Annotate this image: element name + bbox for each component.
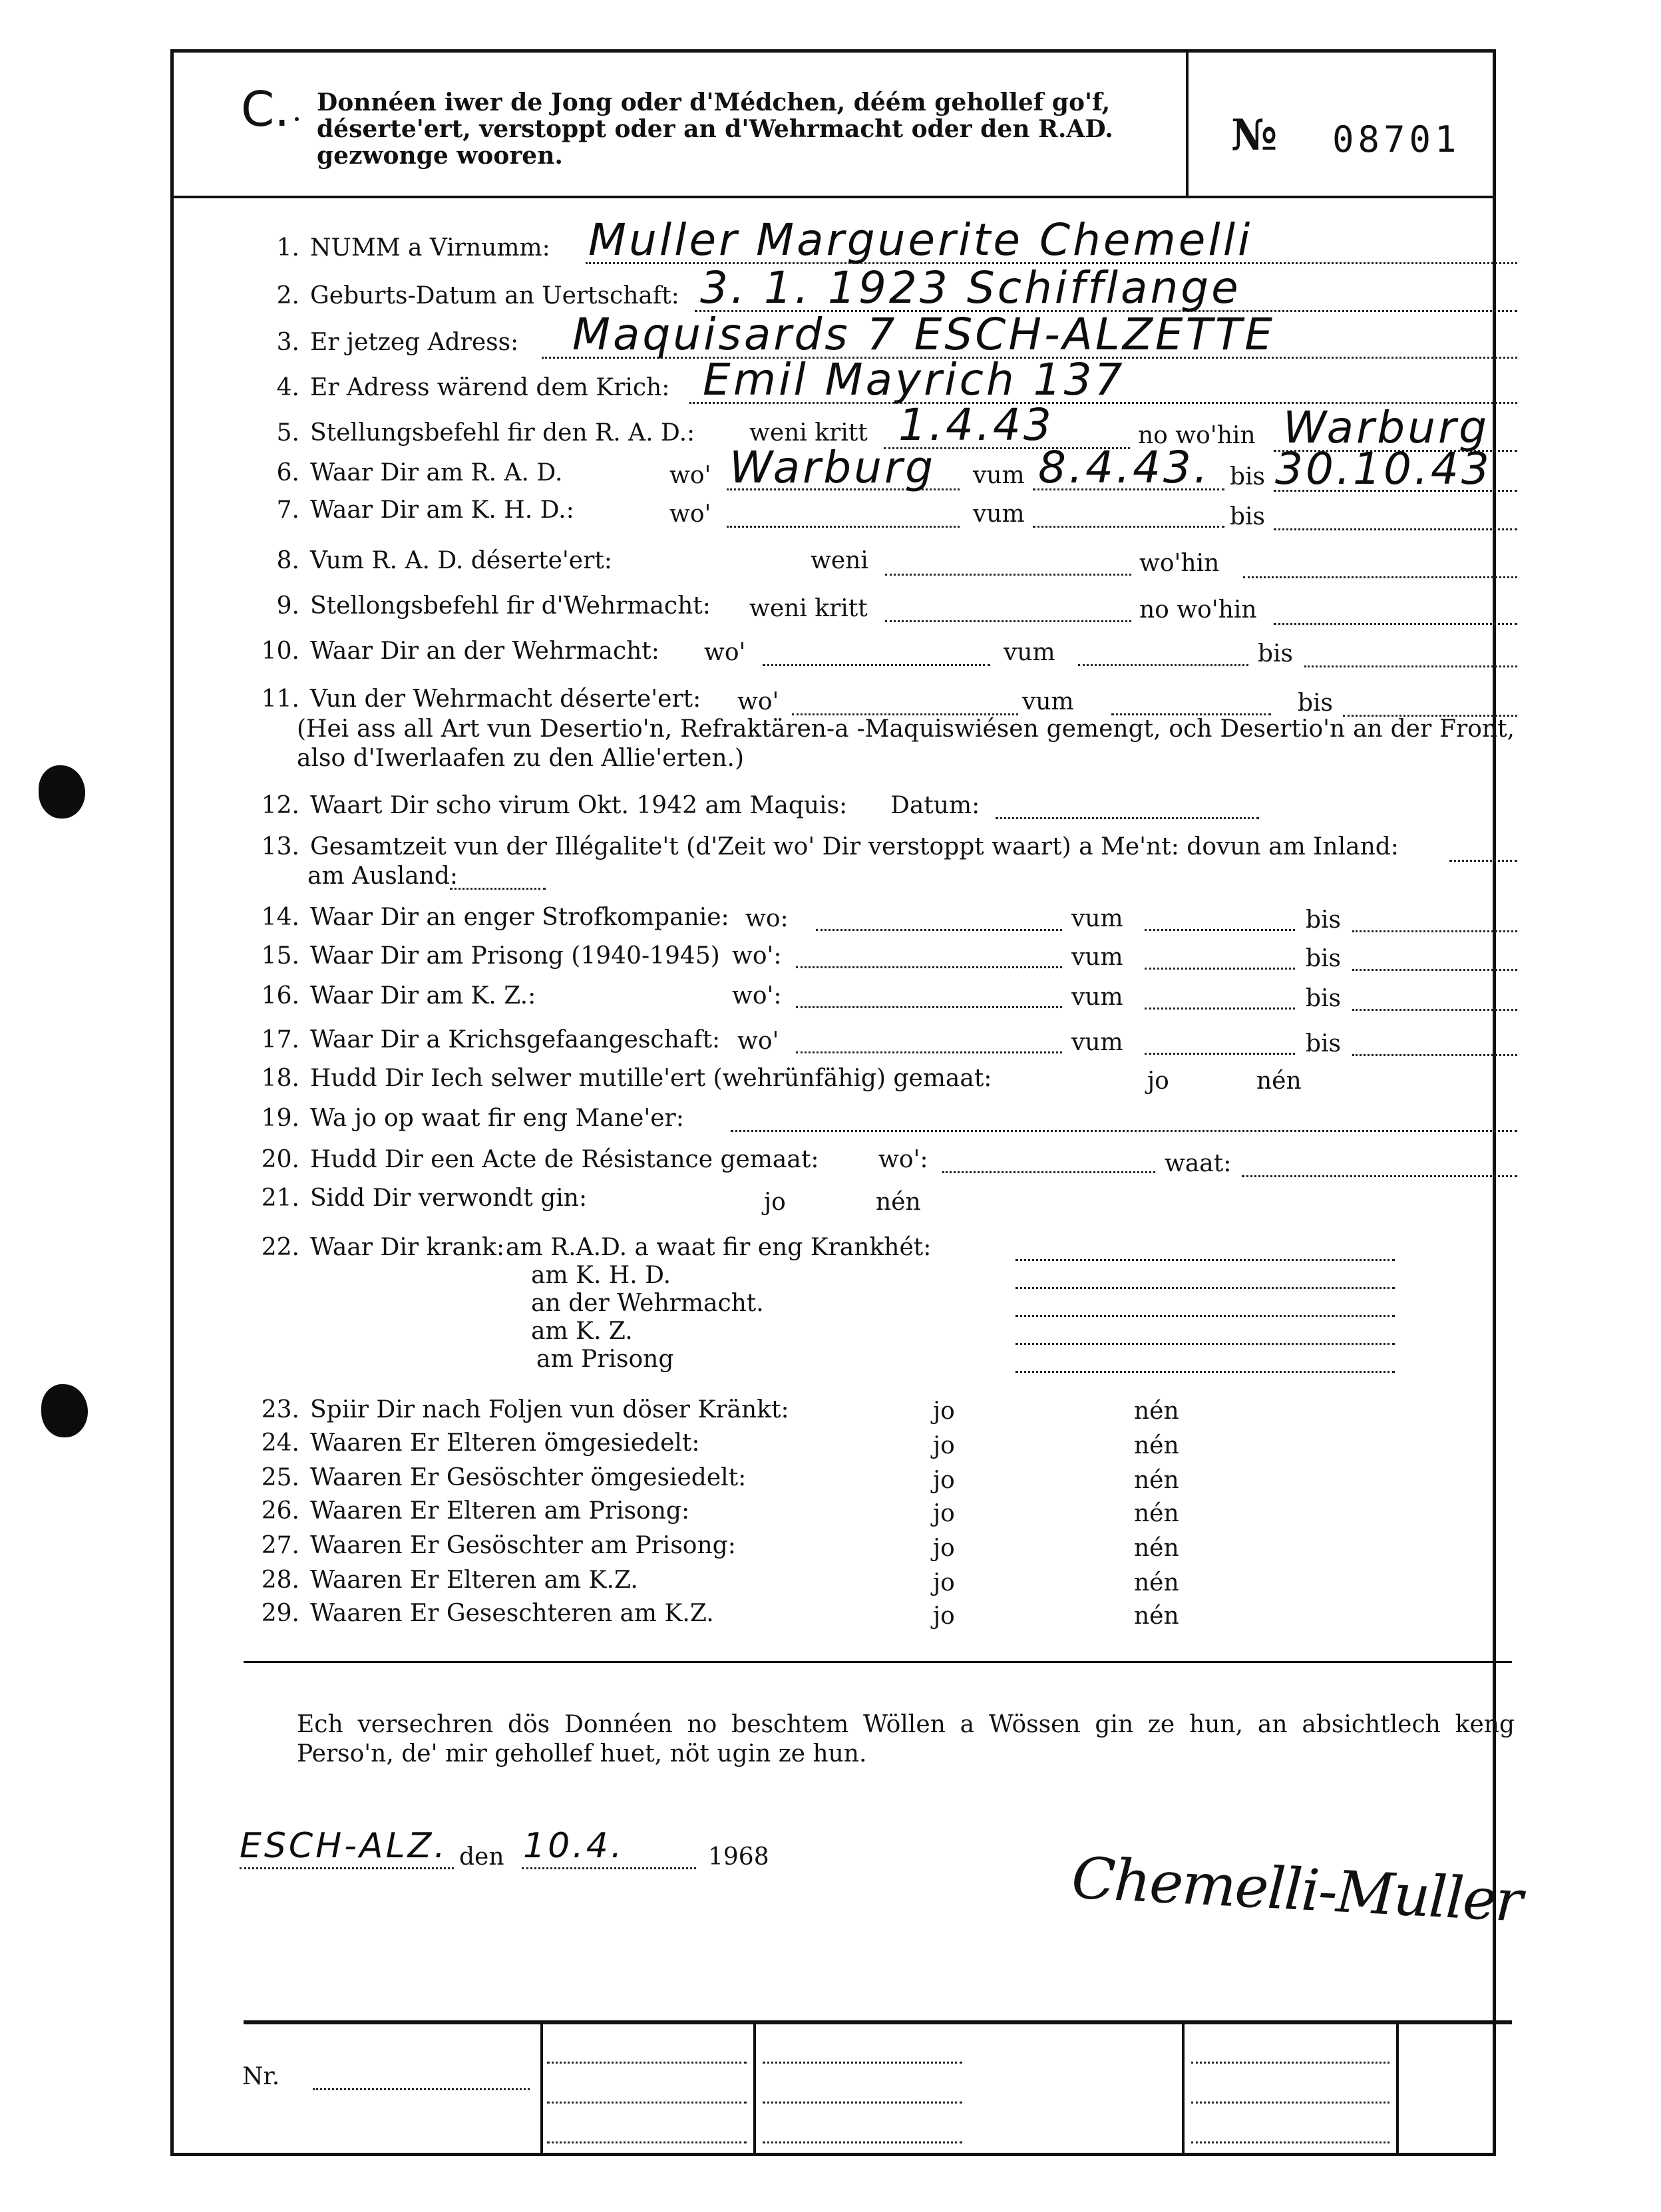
field-29-label: Waaren Er Geseschteren am K.Z. bbox=[310, 1600, 714, 1627]
field-8-wohin-line bbox=[1243, 576, 1517, 578]
field-16-label: Waar Dir am K. Z.: bbox=[310, 982, 536, 1010]
field-25-nen: nén bbox=[1134, 1467, 1179, 1494]
field-23-row: 23. Spiir Dir nach Foljen vun döser Kränkt: bbox=[261, 1396, 789, 1423]
field-27-row: 27. Waaren Er Gesöschter am Prisong: bbox=[261, 1532, 736, 1559]
field-13-inland-line bbox=[1449, 860, 1517, 862]
field-7-row: 7. Waar Dir am K. H. D.: bbox=[276, 496, 574, 524]
field-4-row: 4. Er Adress wärend dem Krich: bbox=[276, 374, 670, 401]
field-24-nen: nén bbox=[1134, 1432, 1179, 1459]
field-20-wo-line bbox=[942, 1171, 1155, 1173]
field-15-label: Waar Dir am Prisong (1940-1945) bbox=[310, 942, 720, 970]
field-10-vum: vum bbox=[1004, 639, 1055, 666]
field-14-wo-line bbox=[816, 929, 1062, 931]
field-19-row: 19. Wa jo op waat fir eng Mane'er: bbox=[261, 1105, 684, 1132]
field-15-vum-line bbox=[1145, 968, 1295, 970]
field-12-line bbox=[996, 817, 1259, 819]
footer-cell-line-9 bbox=[1191, 2141, 1389, 2143]
field-22-item-rad: am R.A.D. a waat fir eng Krankhét: bbox=[506, 1234, 932, 1261]
field-20-wo: wo': bbox=[878, 1146, 928, 1173]
field-1-row: 1. NUMM a Virnumm: bbox=[276, 234, 550, 262]
field-21-label: Sidd Dir verwondt gin: bbox=[310, 1185, 588, 1212]
field-28-nen: nén bbox=[1134, 1569, 1179, 1596]
field-14-bis: bis bbox=[1306, 906, 1342, 934]
form-title: Donnéen iwer de Jong oder d'Médchen, déém gehollef go'f, déserte'ert, verstoppt oder an d'Wehrmacht oder den R.AD. gezwonge wooren. bbox=[317, 89, 1113, 170]
signing-year: 1968 bbox=[708, 1843, 769, 1871]
field-3-value: Maquisards 7 ESCH-ALZETTE bbox=[572, 309, 1275, 360]
field-24-row: 24. Waaren Er Elteren ömgesiedelt: bbox=[261, 1429, 700, 1457]
field-23-label: Spiir Dir nach Foljen vun döser Kränkt: bbox=[310, 1396, 789, 1423]
field-20-waat-line bbox=[1242, 1175, 1517, 1177]
field-26-nen: nén bbox=[1134, 1500, 1179, 1527]
header-divider bbox=[1186, 49, 1189, 197]
footer-cell-line-4 bbox=[763, 2062, 962, 2064]
section-separator bbox=[244, 1661, 1512, 1663]
field-2-row: 2. Geburts-Datum an Uertschaft: bbox=[276, 282, 679, 309]
footer-cell-line-2 bbox=[547, 2102, 747, 2104]
field-22-line-3 bbox=[1015, 1315, 1395, 1317]
field-3-label: Er jetzeg Adress: bbox=[310, 329, 519, 356]
footer-col-divider-4 bbox=[1396, 2023, 1399, 2153]
footer-nr-label: Nr. bbox=[242, 2063, 280, 2090]
footer-cell-line-8 bbox=[1191, 2102, 1389, 2104]
field-9-nowohin: no wo'hin bbox=[1139, 596, 1257, 624]
field-14-wo: wo: bbox=[745, 905, 789, 932]
field-23-jo: jo bbox=[933, 1397, 955, 1425]
field-18-jo: jo bbox=[1147, 1067, 1169, 1095]
field-24-label: Waaren Er Elteren ömgesiedelt: bbox=[310, 1429, 700, 1457]
field-9-nowohin-line bbox=[1274, 623, 1517, 625]
field-14-row: 14. Waar Dir an enger Strofkompanie: bbox=[261, 904, 729, 931]
footer-nr-line bbox=[313, 2088, 530, 2090]
field-8-weni-line bbox=[885, 574, 1131, 576]
field-8-row: 8. Vum R. A. D. déserte'ert: bbox=[276, 547, 612, 574]
field-25-row: 25. Waaren Er Gesöschter ömgesiedelt: bbox=[261, 1464, 747, 1491]
field-7-label: Waar Dir am K. H. D.: bbox=[310, 496, 574, 524]
signing-place-line bbox=[240, 1867, 454, 1869]
field-10-wo-line bbox=[763, 664, 990, 666]
signing-date: 10.4. bbox=[523, 1826, 625, 1866]
signing-place: ESCH-ALZ. bbox=[240, 1826, 448, 1866]
field-22-line-4 bbox=[1015, 1343, 1395, 1345]
field-11-wo: wo' bbox=[737, 688, 779, 715]
footer-col-divider-3 bbox=[1182, 2023, 1185, 2153]
field-7-wo-line bbox=[727, 526, 960, 528]
field-6-label: Waar Dir am R. A. D. bbox=[310, 459, 563, 486]
footer-top-rule bbox=[244, 2020, 1512, 2024]
field-15-vum: vum bbox=[1071, 944, 1123, 971]
field-16-vum: vum bbox=[1071, 984, 1123, 1011]
field-7-wo: wo' bbox=[669, 500, 711, 528]
field-22-row: 22. Waar Dir krank: bbox=[261, 1234, 505, 1261]
field-21-row: 21. Sidd Dir verwondt gin: bbox=[261, 1185, 588, 1212]
field-26-jo: jo bbox=[933, 1500, 955, 1527]
field-2-value: 3. 1. 1923 Schifflange bbox=[700, 262, 1241, 313]
field-16-row: 16. Waar Dir am K. Z.: bbox=[261, 982, 536, 1010]
field-13-ausland-line bbox=[450, 888, 546, 890]
field-19-line bbox=[731, 1130, 1517, 1132]
field-10-row: 10. Waar Dir an der Wehrmacht: bbox=[261, 638, 659, 665]
field-12-row: 12. Waart Dir scho virum Okt. 1942 am Maquis: bbox=[261, 792, 848, 819]
field-16-wo: wo': bbox=[732, 982, 782, 1010]
field-6-vum: vum bbox=[973, 462, 1025, 489]
footer-cell-line-1 bbox=[547, 2062, 747, 2064]
field-21-nen: nén bbox=[876, 1189, 921, 1216]
footer-col-divider-1 bbox=[540, 2023, 543, 2153]
field-7-bis: bis bbox=[1230, 503, 1266, 530]
field-5-nowohin-value: Warburg bbox=[1283, 402, 1489, 453]
field-23-nen: nén bbox=[1134, 1397, 1179, 1425]
field-8-label: Vum R. A. D. déserte'ert: bbox=[310, 547, 612, 574]
field-18-row: 18. Hudd Dir Iech selwer mutille'ert (wehrünfähig) gemaat: bbox=[261, 1065, 992, 1092]
declaration-text: Ech versechren dös Donnéen no beschtem Wöllen a Wössen gin ze hun, an absichtlech keng Perso'n, de' mir gehollef huet, nöt ugin ze hun. bbox=[297, 1711, 1515, 1767]
field-26-row: 26. Waaren Er Elteren am Prisong: bbox=[261, 1497, 690, 1525]
field-13-row: 13. Gesamtzeit vun der Illégalite't (d'Zeit wo' Dir verstoppt waart) a Me'nt: dovun am Inland: bbox=[261, 833, 1399, 860]
field-29-nen: nén bbox=[1134, 1602, 1179, 1630]
field-4-label: Er Adress wärend dem Krich: bbox=[310, 374, 670, 401]
field-14-bis-line bbox=[1352, 930, 1517, 932]
field-8-wohin: wo'hin bbox=[1139, 550, 1220, 577]
signing-date-line bbox=[522, 1867, 696, 1869]
field-6-vum-value: 8.4.43. bbox=[1038, 442, 1210, 493]
field-22-line-1 bbox=[1015, 1259, 1395, 1261]
field-14-vum-line bbox=[1145, 929, 1295, 931]
field-18-label: Hudd Dir Iech selwer mutille'ert (wehrünfähig) gemaat: bbox=[310, 1065, 992, 1092]
field-9-weni-line bbox=[885, 620, 1131, 622]
field-15-wo: wo': bbox=[732, 942, 782, 970]
field-15-bis-line bbox=[1352, 969, 1517, 971]
field-27-jo: jo bbox=[933, 1535, 955, 1562]
field-17-label: Waar Dir a Krichsgefaangeschaft: bbox=[310, 1026, 721, 1053]
footer-cell-line-5 bbox=[763, 2102, 962, 2104]
field-15-row: 15. Waar Dir am Prisong (1940-1945) bbox=[261, 942, 720, 970]
field-29-row: 29. Waaren Er Geseschteren am K.Z. bbox=[261, 1600, 714, 1627]
field-26-label: Waaren Er Elteren am Prisong: bbox=[310, 1497, 690, 1525]
field-16-bis-line bbox=[1352, 1009, 1517, 1011]
field-9-weni: weni kritt bbox=[749, 595, 868, 622]
field-22-item-khd: am K. H. D. bbox=[531, 1262, 671, 1289]
punch-hole-bottom bbox=[41, 1384, 88, 1437]
field-15-bis: bis bbox=[1306, 945, 1342, 972]
field-5-weni: weni kritt bbox=[749, 419, 868, 447]
field-20-row: 20. Hudd Dir een Acte de Résistance gemaat: bbox=[261, 1146, 819, 1173]
field-28-label: Waaren Er Elteren am K.Z. bbox=[310, 1567, 638, 1594]
footer-cell-line-6 bbox=[763, 2141, 962, 2143]
field-11-bis: bis bbox=[1298, 689, 1334, 717]
field-14-vum: vum bbox=[1071, 905, 1123, 932]
field-27-label: Waaren Er Gesöschter am Prisong: bbox=[310, 1532, 736, 1559]
field-16-wo-line bbox=[796, 1006, 1062, 1008]
field-9-label: Stellongsbefehl fir d'Wehrmacht: bbox=[310, 592, 711, 620]
field-5-label: Stellungsbefehl fir den R. A. D.: bbox=[310, 419, 695, 447]
field-10-label: Waar Dir an der Wehrmacht: bbox=[310, 638, 659, 665]
field-21-jo: jo bbox=[764, 1189, 786, 1216]
field-12-datum: Datum: bbox=[890, 792, 980, 819]
field-3-row: 3. Er jetzeg Adress: bbox=[276, 329, 519, 356]
field-1-label: NUMM a Virnumm: bbox=[310, 234, 550, 262]
field-7-vum-line bbox=[1033, 526, 1224, 528]
field-1-value: Muller Marguerite Chemelli bbox=[588, 214, 1253, 266]
field-4-value: Emil Mayrich 137 bbox=[703, 354, 1125, 405]
field-2-label: Geburts-Datum an Uertschaft: bbox=[310, 282, 679, 309]
footer-cell-line-3 bbox=[547, 2141, 747, 2143]
field-10-bis-line bbox=[1304, 665, 1517, 667]
form-number: 08701 bbox=[1332, 118, 1461, 160]
field-18-nen: nén bbox=[1256, 1067, 1302, 1095]
field-24-jo: jo bbox=[933, 1432, 955, 1459]
field-22-item-prisong: am Prisong bbox=[536, 1346, 674, 1373]
header-rule bbox=[170, 196, 1496, 198]
field-25-label: Waaren Er Gesöschter ömgesiedelt: bbox=[310, 1464, 747, 1491]
field-10-vum-line bbox=[1078, 664, 1248, 666]
field-5-weni-value: 1.4.43 bbox=[898, 399, 1054, 451]
field-10-wo: wo' bbox=[704, 639, 746, 666]
signing-den: den bbox=[459, 1843, 504, 1871]
field-17-vum-line bbox=[1145, 1053, 1295, 1055]
field-15-wo-line bbox=[796, 966, 1062, 968]
footer-col-divider-2 bbox=[753, 2023, 756, 2153]
field-6-row: 6. Waar Dir am R. A. D. bbox=[276, 459, 563, 486]
field-27-nen: nén bbox=[1134, 1535, 1179, 1562]
field-13-ausland: am Ausland: bbox=[307, 862, 459, 890]
field-12-label: Waart Dir scho virum Okt. 1942 am Maquis: bbox=[310, 792, 848, 819]
field-17-bis: bis bbox=[1306, 1030, 1342, 1057]
field-13-label: Gesamtzeit vun der Illégalite't (d'Zeit wo' Dir verstoppt waart) a Me'nt: dovun am Inland: bbox=[310, 833, 1399, 860]
field-16-vum-line bbox=[1145, 1008, 1295, 1010]
field-17-wo: wo' bbox=[737, 1027, 779, 1055]
field-11-label: Vun der Wehrmacht déserte'ert: bbox=[310, 685, 701, 713]
field-5-row: 5. Stellungsbefehl fir den R. A. D.: bbox=[276, 419, 695, 447]
field-10-bis: bis bbox=[1258, 640, 1294, 667]
field-20-waat: waat: bbox=[1165, 1150, 1232, 1177]
signature: Chemelli-Muller bbox=[1069, 1845, 1523, 1935]
field-14-label: Waar Dir an enger Strofkompanie: bbox=[310, 904, 729, 931]
field-29-jo: jo bbox=[933, 1602, 955, 1630]
field-11-vum: vum bbox=[1022, 688, 1074, 715]
field-9-row: 9. Stellongsbefehl fir d'Wehrmacht: bbox=[276, 592, 711, 620]
field-6-bis-value: 30.10.43 bbox=[1275, 443, 1492, 494]
field-17-wo-line bbox=[796, 1051, 1062, 1053]
field-6-bis: bis bbox=[1230, 463, 1266, 490]
field-22-label: Waar Dir krank: bbox=[310, 1234, 505, 1261]
field-7-vum: vum bbox=[973, 500, 1025, 528]
field-8-weni: weni bbox=[811, 547, 868, 574]
field-22-line-5 bbox=[1015, 1371, 1395, 1373]
field-20-label: Hudd Dir een Acte de Résistance gemaat: bbox=[310, 1146, 819, 1173]
field-17-row: 17. Waar Dir a Krichsgefaangeschaft: bbox=[261, 1026, 721, 1053]
field-11-note: (Hei ass all Art vun Desertio'n, Refraktären-a -Maquiswiésen gemengt, och Desertio'n an der Front, also d'Iwerlaafen zu den Allie'erten.) bbox=[297, 715, 1515, 772]
field-19-label: Wa jo op waat fir eng Mane'er: bbox=[310, 1105, 684, 1132]
field-22-item-wehrmacht: an der Wehrmacht. bbox=[531, 1290, 764, 1317]
section-letter: C. bbox=[241, 81, 290, 137]
footer-cell-line-7 bbox=[1191, 2062, 1389, 2064]
field-28-jo: jo bbox=[933, 1569, 955, 1596]
field-5-nowohin: no wo'hin bbox=[1138, 422, 1256, 449]
number-sign: № bbox=[1231, 110, 1278, 160]
field-16-bis: bis bbox=[1306, 985, 1342, 1012]
field-28-row: 28. Waaren Er Elteren am K.Z. bbox=[261, 1567, 638, 1594]
field-11-row: 11. Vun der Wehrmacht déserte'ert: bbox=[261, 685, 701, 713]
field-17-vum: vum bbox=[1071, 1029, 1123, 1056]
field-6-wo-value: Warburg bbox=[729, 442, 936, 493]
field-7-bis-line bbox=[1274, 528, 1517, 530]
punch-hole-top bbox=[39, 765, 85, 819]
field-6-wo: wo' bbox=[669, 462, 711, 489]
field-25-jo: jo bbox=[933, 1467, 955, 1494]
field-22-item-kz: am K. Z. bbox=[531, 1318, 633, 1345]
field-17-bis-line bbox=[1352, 1054, 1517, 1056]
field-22-line-2 bbox=[1015, 1287, 1395, 1289]
